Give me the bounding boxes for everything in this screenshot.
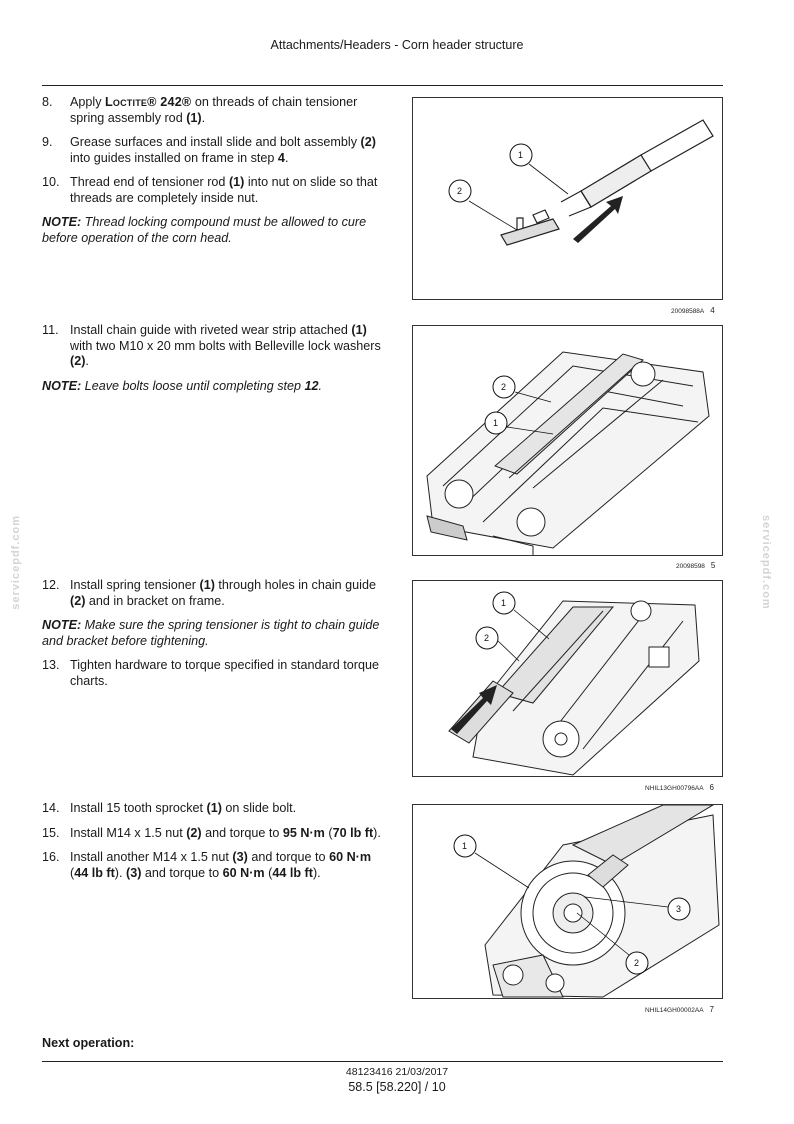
step-12: 12. Install spring tensioner (1) through holes in chain guide (2) and in bracket on frame.: [42, 578, 376, 608]
section-4-text: [42, 801, 384, 890]
svg-text:1: 1: [501, 598, 507, 608]
step-14: 14. Install 15 tooth sprocket (1) on slide bolt.: [42, 801, 297, 815]
figure-5: [412, 325, 723, 556]
step-13: 13. Tighten hardware to torque specified in standard torque charts.: [42, 658, 379, 688]
watermark-left: servicepdf.com: [10, 515, 22, 610]
figure-7-callout-1: [454, 835, 529, 888]
step-9: 9. Grease surfaces and install slide and bolt assembly (2) into guides installed on frame in step 4.: [42, 135, 376, 165]
footer-rule: [42, 1061, 723, 1062]
page-footer: [0, 1066, 794, 1094]
svg-text:2: 2: [501, 382, 507, 392]
step-16: 16. Install another M14 x 1.5 nut (3) and torque to 60 N·m (44 lb ft). (3) and torque to 60 N·m (44 lb ft).: [42, 850, 372, 880]
step-15: 15. Install M14 x 1.5 nut (2) and torque to 95 N·m (70 lb ft).: [42, 825, 381, 840]
step-10: 10. Thread end of tensioner rod (1) into nut on slide so that threads are completely inside nut.: [42, 175, 378, 205]
figure-5-illustration: [413, 326, 723, 556]
note-section-2: NOTE: Leave bolts loose until completing step 12.: [42, 378, 323, 393]
figure-6-illustration: [413, 581, 723, 777]
figure-6: [412, 580, 723, 777]
svg-text:2: 2: [634, 958, 640, 968]
figure-4: [412, 97, 723, 300]
figure-7-caption: NHIL14GH00002AA 7: [645, 1005, 714, 1014]
figure-4-caption: 20098588A 4: [671, 306, 715, 315]
section-1-text: [42, 95, 384, 255]
svg-text:3: 3: [676, 904, 682, 914]
page-header-title: Attachments/Headers - Corn header structure: [270, 38, 524, 52]
figure-7-illustration: [413, 805, 723, 999]
note-section-3: NOTE: Make sure the spring tensioner is tight to chain guide and bracket before tightening.: [42, 618, 380, 648]
watermark-right: servicepdf.com: [760, 515, 772, 610]
figure-4-callout-2: [449, 180, 517, 230]
section-3-text: [42, 578, 384, 698]
svg-text:1: 1: [462, 841, 468, 851]
svg-text:2: 2: [457, 186, 463, 196]
figure-6-callout-1: [493, 592, 549, 639]
figure-5-caption: 20098598 5: [676, 561, 716, 570]
figure-4-illustration: [413, 98, 723, 300]
next-operation-heading: Next operation:: [42, 1036, 135, 1050]
header-rule: [42, 85, 723, 86]
svg-text:1: 1: [518, 150, 524, 160]
figure-6-caption: NHIL13GH00796AA 6: [645, 783, 714, 792]
figure-6-callout-2: [476, 627, 519, 661]
step-8: 8. Apply Loctite® 242® on threads of chain tensioner spring assembly rod (1).: [42, 95, 358, 125]
footer-doc-code: 48123416 21/03/2017: [345, 1066, 449, 1078]
section-2-text: [42, 323, 384, 403]
svg-text:1: 1: [493, 418, 499, 428]
step-11: 11. Install chain guide with riveted wear strip attached (1) with two M10 x 20 mm bolts with Belleville lock washers (2).: [42, 323, 381, 368]
svg-text:2: 2: [484, 633, 490, 643]
footer-page-number: 58.5 [58.220] / 10: [348, 1080, 446, 1094]
figure-4-callout-1: [510, 144, 568, 194]
note-section-1: NOTE: Thread locking compound must be allowed to cure before operation of the corn head.: [42, 215, 367, 245]
figure-7: [412, 804, 723, 999]
